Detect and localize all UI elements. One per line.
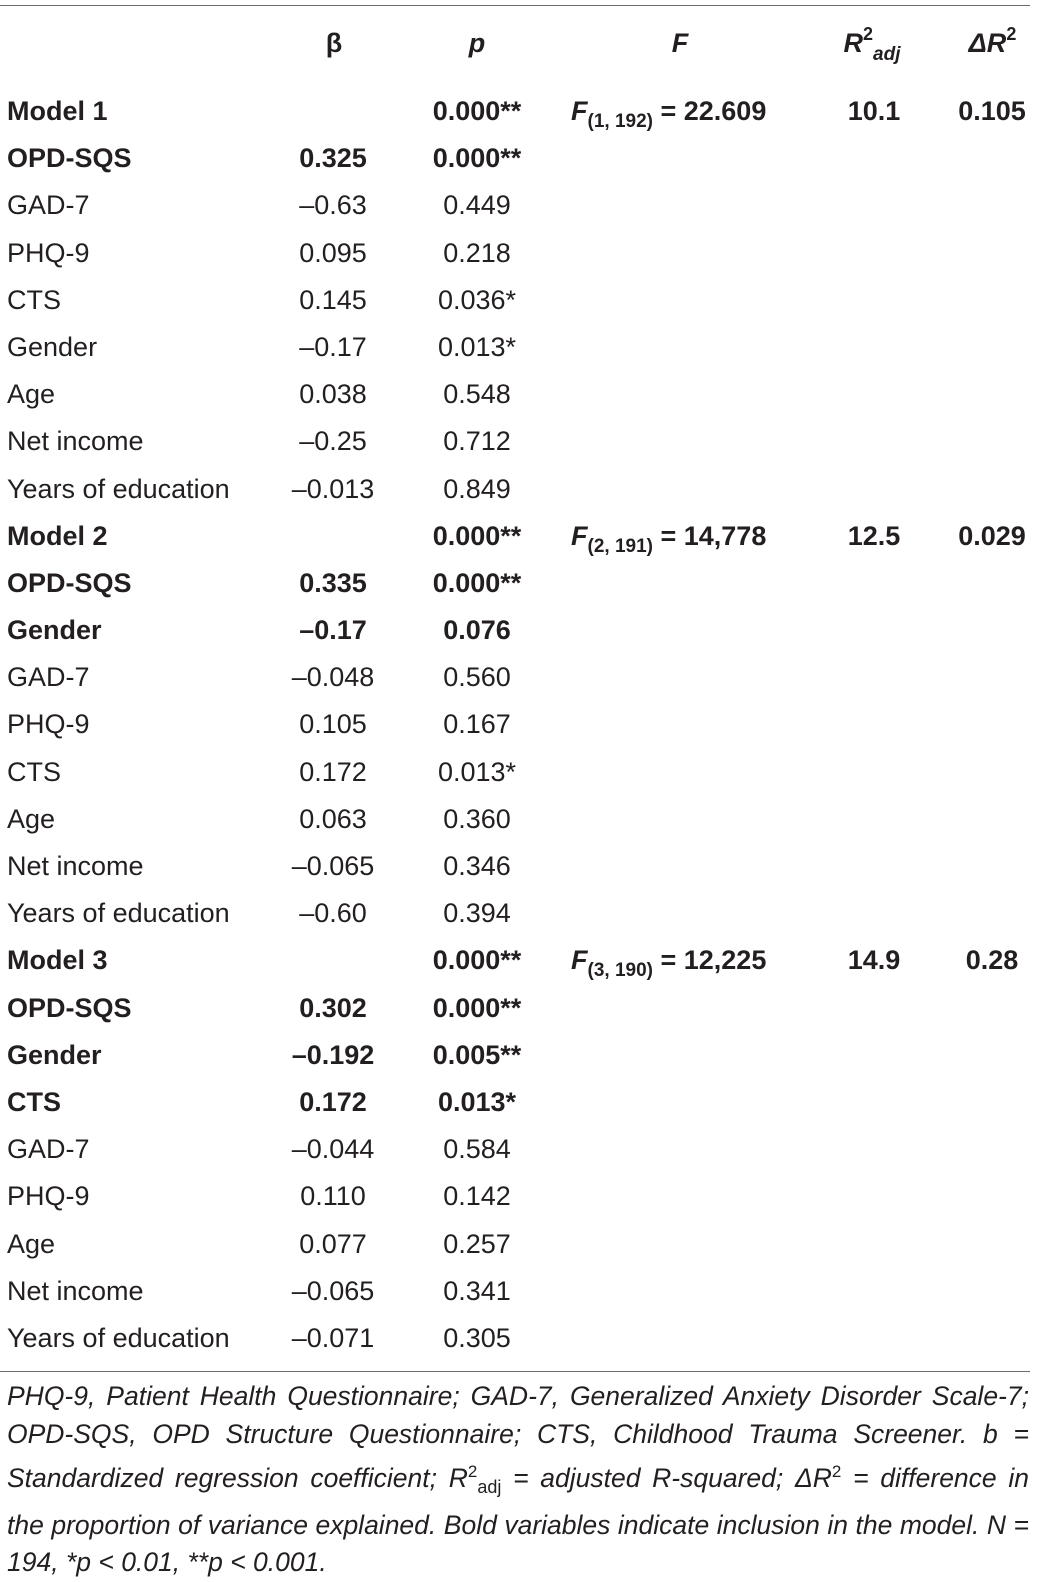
beta-cell: –0.17 — [299, 615, 367, 646]
variable-cell: Net income — [7, 426, 144, 457]
table-row — [0, 796, 1040, 843]
p-value-cell: 0.548 — [443, 379, 511, 410]
beta-cell: –0.17 — [299, 331, 367, 362]
beta-cell: 0.325 — [299, 143, 367, 174]
variable-cell: PHQ-9 — [7, 1181, 90, 1212]
r2-adj-cell: 10.1 — [847, 96, 901, 126]
p-value-cell: 0.000** — [432, 992, 522, 1023]
p-value-cell: 0.013* — [437, 1086, 517, 1117]
p-value-cell: 0.000** — [432, 945, 522, 976]
variable-cell: Model 3 — [7, 945, 108, 976]
variable-cell: Gender — [7, 331, 98, 362]
table-row — [0, 1315, 1040, 1362]
footnote-part1-sup: 2 — [467, 1462, 478, 1481]
footnote-part2: = adjusted R-squared; ΔR — [501, 1462, 832, 1493]
beta-cell: –0.192 — [291, 1039, 375, 1070]
p-value-cell: 0.000** — [432, 567, 522, 598]
p-value-cell: 0.341 — [443, 1275, 511, 1306]
variable-cell: Gender — [7, 1039, 102, 1070]
header-p-text: p — [468, 28, 486, 58]
beta-cell: 0.335 — [299, 567, 367, 598]
beta-cell: –0.63 — [299, 190, 367, 221]
r2-adj-cell: 12.5 — [847, 520, 901, 551]
p-value-cell: 0.712 — [443, 426, 511, 457]
header-r2-sub: adj — [873, 44, 901, 65]
beta-cell: –0.044 — [291, 1134, 375, 1165]
beta-cell: 0.105 — [299, 709, 367, 740]
variable-cell: CTS — [7, 1086, 61, 1117]
table-footnote — [7, 1378, 1029, 1582]
header-dr2-sup: 2 — [1006, 24, 1017, 44]
f-letter: F — [571, 520, 588, 551]
variable-cell: Model 1 — [7, 96, 108, 126]
f-statistic-cell — [571, 513, 766, 560]
table-row — [0, 418, 1040, 465]
beta-cell: –0.071 — [291, 1322, 375, 1353]
f-letter: F — [571, 945, 588, 976]
table-row — [0, 1221, 1040, 1268]
beta-cell: 0.302 — [299, 992, 367, 1023]
delta-r2-cell: 0.105 — [958, 96, 1026, 126]
p-value-cell: 0.000** — [432, 143, 522, 174]
variable-cell: Age — [7, 803, 56, 834]
variable-cell: PHQ-9 — [7, 709, 90, 740]
table-top-rule — [0, 5, 1030, 6]
p-value-cell: 0.076 — [443, 615, 511, 646]
table-row — [0, 1126, 1040, 1173]
table-row — [0, 182, 1040, 229]
header-f-text: F — [671, 28, 689, 58]
beta-cell: –0.048 — [291, 662, 375, 693]
p-value-cell: 0.013* — [437, 331, 517, 362]
p-value-cell: 0.036* — [437, 284, 517, 315]
variable-cell: Age — [7, 379, 56, 410]
beta-cell: –0.013 — [291, 473, 375, 504]
variable-cell: OPD-SQS — [7, 143, 132, 174]
p-value-cell: 0.449 — [443, 190, 511, 221]
table-row — [0, 230, 1040, 277]
table-row — [0, 701, 1040, 748]
p-value-cell: 0.305 — [443, 1322, 511, 1353]
p-value-cell: 0.257 — [443, 1228, 511, 1259]
header-dr2-main: ΔR — [968, 28, 1007, 58]
table-row — [0, 1173, 1040, 1220]
p-value-cell: 0.218 — [443, 237, 511, 268]
variable-cell: CTS — [7, 756, 61, 787]
table-row — [0, 135, 1040, 182]
variable-cell: PHQ-9 — [7, 237, 90, 268]
variable-cell: GAD-7 — [7, 662, 90, 693]
p-value-cell: 0.000** — [432, 520, 522, 551]
beta-cell: –0.25 — [299, 426, 367, 457]
p-value-cell: 0.360 — [443, 803, 511, 834]
f-letter: F — [571, 96, 588, 126]
p-value-cell: 0.013* — [437, 756, 517, 787]
p-value-cell: 0.560 — [443, 662, 511, 693]
table-row — [0, 890, 1040, 937]
p-value-cell: 0.346 — [443, 851, 511, 881]
r2-adj-cell: 14.9 — [847, 945, 901, 976]
f-value: = 12,225 — [652, 945, 767, 976]
p-value-cell: 0.394 — [443, 898, 511, 929]
table-row — [0, 1032, 1040, 1079]
variable-cell: Gender — [7, 615, 102, 646]
table-row — [0, 560, 1040, 607]
table-row — [0, 749, 1040, 796]
table-row — [0, 466, 1040, 513]
delta-r2-cell: 0.029 — [958, 520, 1026, 551]
p-value-cell: 0.167 — [443, 709, 511, 740]
delta-r2-cell: 0.28 — [965, 945, 1019, 976]
variable-cell: OPD-SQS — [7, 992, 132, 1023]
beta-cell: 0.172 — [299, 1086, 367, 1117]
table-row — [0, 843, 1040, 890]
variable-cell: Years of education — [7, 1322, 230, 1353]
header-r2-main: R — [843, 28, 864, 58]
variable-cell: Model 2 — [7, 520, 108, 551]
table-row — [0, 277, 1040, 324]
p-value-cell: 0.584 — [443, 1134, 511, 1165]
beta-cell: 0.145 — [299, 284, 367, 315]
variable-cell: Net income — [7, 851, 144, 881]
variable-cell: CTS — [7, 284, 61, 315]
p-value-cell: 0.000** — [432, 96, 522, 126]
beta-cell: 0.077 — [299, 1228, 367, 1259]
table-bottom-rule — [0, 1371, 1030, 1372]
footnote-part1: PHQ-9, Patient Health Questionnaire; GAD-7, Generalized Anxiety Disorder Scale-7; OPD-SQS, OPD Structure Questionnaire; CTS, Childhood Trauma Screener. b = Standardized regression coefficient; R — [7, 1381, 1029, 1493]
header-beta — [284, 18, 384, 68]
f-degrees-of-freedom: (3, 190) — [587, 960, 653, 982]
model-row — [0, 937, 1040, 984]
header-r2-sup: 2 — [863, 24, 874, 44]
table-row — [0, 324, 1040, 371]
p-value-cell: 0.849 — [443, 473, 511, 504]
f-statistic-cell — [571, 88, 766, 135]
f-statistic-cell — [571, 937, 766, 984]
footnote-part3: = difference in the proportion of variance explained. Bold variables indicate inclusion in the model. N = 194, *p < 0.01, **p < 0.001. — [7, 1462, 1030, 1578]
f-degrees-of-freedom: (1, 192) — [587, 111, 653, 132]
table-row — [0, 1079, 1040, 1126]
f-value: = 22.609 — [652, 96, 767, 126]
table-row — [0, 1268, 1040, 1315]
variable-cell: Age — [7, 1228, 56, 1259]
variable-cell: GAD-7 — [7, 1134, 90, 1165]
p-value-cell: 0.142 — [443, 1181, 511, 1212]
p-value-cell: 0.005** — [432, 1039, 522, 1070]
table-row — [0, 985, 1040, 1032]
variable-cell: OPD-SQS — [7, 567, 132, 598]
regression-table-body — [0, 88, 1040, 1362]
f-degrees-of-freedom: (2, 191) — [587, 535, 653, 557]
table-row — [0, 654, 1040, 701]
beta-cell: –0.065 — [291, 851, 375, 881]
variable-cell: Years of education — [7, 898, 230, 929]
beta-cell: 0.038 — [299, 379, 367, 410]
f-value: = 14,778 — [652, 520, 767, 551]
header-f — [630, 18, 730, 68]
beta-cell: 0.063 — [299, 803, 367, 834]
header-p — [427, 18, 527, 68]
beta-cell: 0.095 — [299, 237, 367, 268]
model-row — [0, 513, 1040, 560]
beta-cell: 0.110 — [300, 1181, 366, 1212]
beta-cell: –0.60 — [299, 898, 367, 929]
beta-cell: 0.172 — [299, 756, 367, 787]
variable-cell: Years of education — [7, 473, 230, 504]
footnote-part2-sup: 2 — [831, 1462, 842, 1481]
footnote-part1-sub: adj — [477, 1477, 502, 1498]
table-row — [0, 371, 1040, 418]
beta-cell: –0.065 — [291, 1275, 375, 1306]
model-row — [0, 88, 1040, 135]
variable-cell: GAD-7 — [7, 190, 90, 221]
variable-cell: Net income — [7, 1275, 144, 1306]
header-beta-text: β — [325, 28, 343, 58]
table-row — [0, 607, 1040, 654]
header-r2-adj — [822, 18, 922, 68]
header-delta-r2 — [945, 18, 1040, 68]
